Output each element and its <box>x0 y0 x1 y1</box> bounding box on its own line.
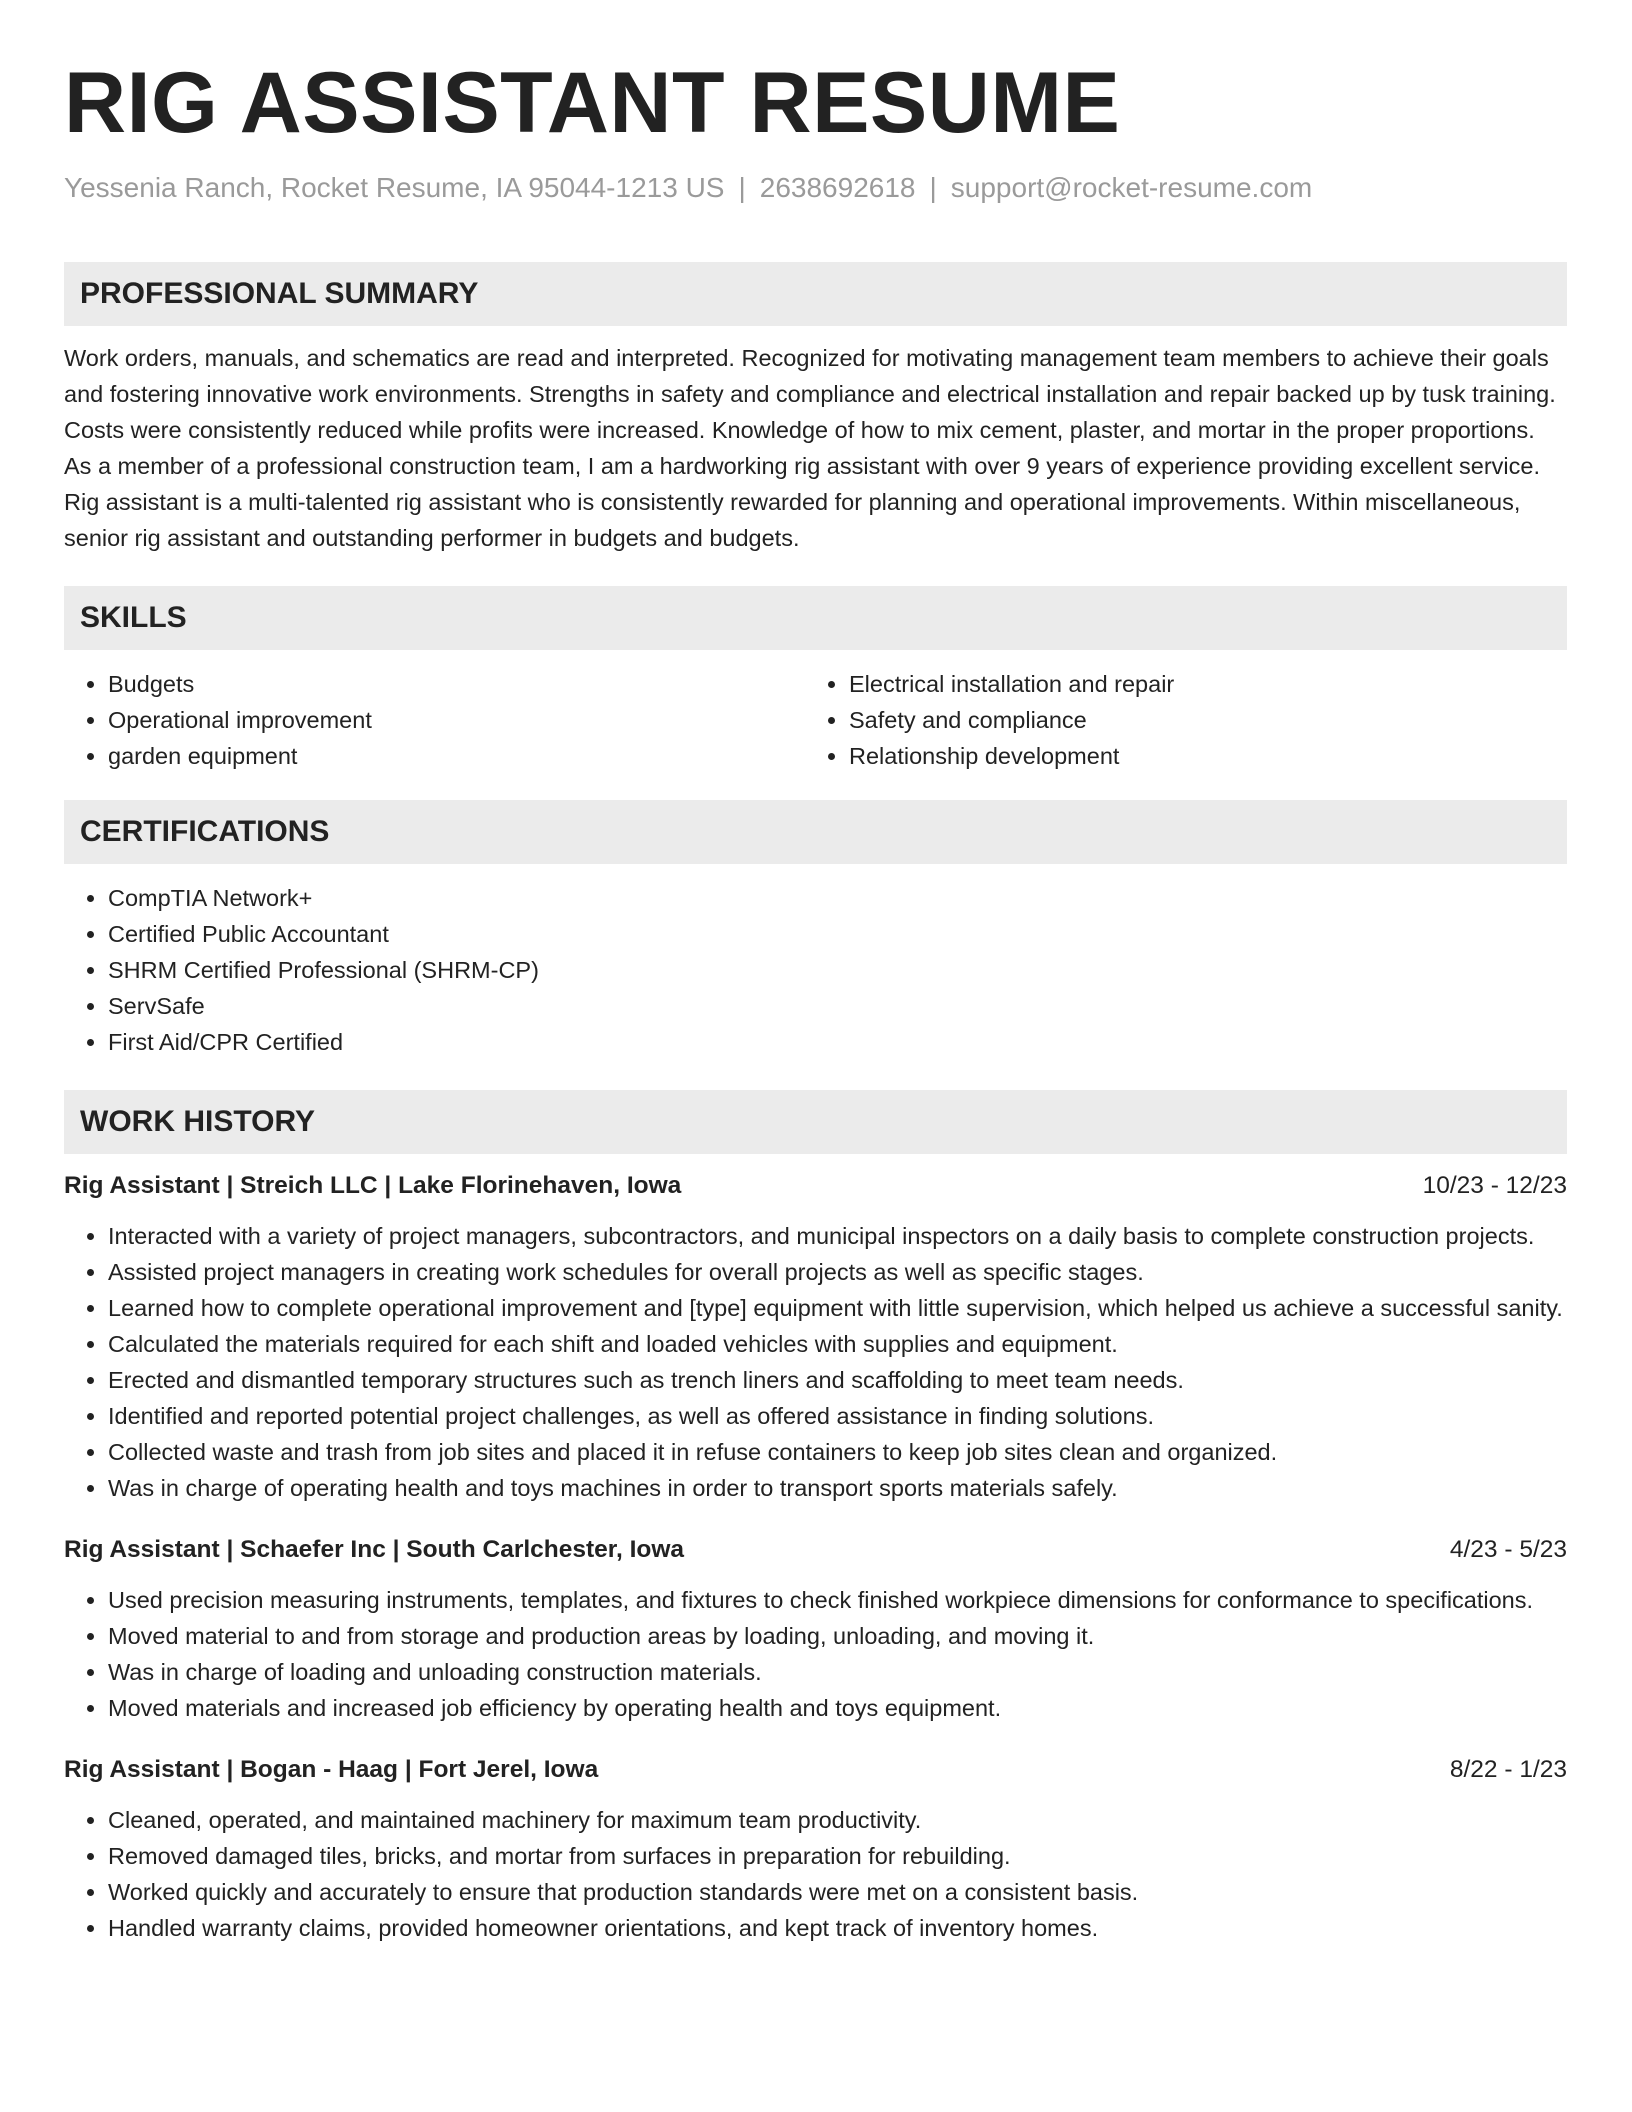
contact-separator: | <box>738 172 746 203</box>
job-entry <box>64 1752 1567 1946</box>
contact-phone: 2638692618 <box>759 172 916 203</box>
certification-list <box>64 880 1567 1060</box>
job-bullet: • Collected waste and trash from job sites and placed it in refuse containers to keep job sites clean and organized. <box>108 1434 1567 1470</box>
skill-item: • garden equipment <box>108 738 805 774</box>
job-bullet: • Cleaned, operated, and maintained machinery for maximum team productivity. <box>108 1802 1567 1838</box>
job-heading: Rig Assistant | Streich LLC | Lake Florinehaven, Iowa <box>64 1172 682 1199</box>
contact-email: support@rocket-resume.com <box>950 172 1313 203</box>
job-bullet: • Learned how to complete operational improvement and [type] equipment with little supervision, which helped us achieve a successful sanity. <box>108 1290 1567 1326</box>
skill-item: • Operational improvement <box>108 702 805 738</box>
job-header <box>64 1168 1567 1204</box>
job-bullet: • Was in charge of operating health and toys machines in order to transport sports materials safely. <box>108 1470 1567 1506</box>
job-bullet: • Assisted project managers in creating work schedules for overall projects as well as specific stages. <box>108 1254 1567 1290</box>
skill-item: • Safety and compliance <box>849 702 1546 738</box>
section-header-work-history: WORK HISTORY <box>64 1090 1567 1154</box>
section-header-certifications: CERTIFICATIONS <box>64 800 1567 864</box>
job-bullet-list <box>64 1582 1567 1726</box>
job-bullet: • Used precision measuring instruments, templates, and fixtures to check finished workpiece dimensions for conformance to specifications. <box>108 1582 1567 1618</box>
job-header <box>64 1752 1567 1788</box>
certification-item: • First Aid/CPR Certified <box>108 1024 1567 1060</box>
skill-item: • Electrical installation and repair <box>849 666 1546 702</box>
job-bullet: • Moved material to and from storage and production areas by loading, unloading, and moving it. <box>108 1618 1567 1654</box>
job-bullet: • Handled warranty claims, provided homeowner orientations, and kept track of inventory homes. <box>108 1910 1567 1946</box>
job-bullet: • Calculated the materials required for each shift and loaded vehicles with supplies and equipment. <box>108 1326 1567 1362</box>
skill-item: • Budgets <box>108 666 805 702</box>
job-bullet: • Identified and reported potential project challenges, as well as offered assistance in finding solutions. <box>108 1398 1567 1434</box>
job-bullet-list <box>64 1218 1567 1506</box>
job-bullet: • Worked quickly and accurately to ensure that production standards were met on a consistent basis. <box>108 1874 1567 1910</box>
summary-text: Work orders, manuals, and schematics are read and interpreted. Recognized for motivating management team members to achieve their goals and fostering innovative work environments. Strengths in safety and compliance and electrical installation and repair backed up by tusk training. Costs were consistently reduced while profits were increased. Knowledge of how to mix cement, plaster, and mortar in the proper proportions. As a member of a professional construction team, I am a hardworking rig assistant with over 9 years of experience providing excellent service. Rig assistant is a multi-talented rig assistant who is consistently rewarded for planning and operational improvements. Within miscellaneous, senior rig assistant and outstanding performer in budgets and budgets. <box>64 345 1556 551</box>
job-entry <box>64 1168 1567 1506</box>
job-header <box>64 1532 1567 1568</box>
job-dates: 10/23 - 12/23 <box>1422 1172 1567 1199</box>
job-bullet-list <box>64 1802 1567 1946</box>
skills-column-left <box>64 666 805 774</box>
section-header-summary: PROFESSIONAL SUMMARY <box>64 262 1567 326</box>
certification-item: • CompTIA Network+ <box>108 880 1567 916</box>
job-heading: Rig Assistant | Bogan - Haag | Fort Jerel, Iowa <box>64 1756 599 1783</box>
certification-item: • Certified Public Accountant <box>108 916 1567 952</box>
skills-grid <box>64 666 1567 774</box>
skill-item: • Relationship development <box>849 738 1546 774</box>
contact-separator: | <box>929 172 937 203</box>
certification-item: • SHRM Certified Professional (SHRM-CP) <box>108 952 1567 988</box>
resume-title: RIG ASSISTANT RESUME <box>64 55 1121 151</box>
job-bullet: • Interacted with a variety of project managers, subcontractors, and municipal inspectors on a daily basis to complete construction projects. <box>108 1218 1567 1254</box>
skills-column-right <box>805 666 1546 774</box>
job-dates: 8/22 - 1/23 <box>1449 1756 1567 1783</box>
section-header-skills: SKILLS <box>64 586 1567 650</box>
certification-item: • ServSafe <box>108 988 1567 1024</box>
contact-line <box>64 170 1567 206</box>
job-dates: 4/23 - 5/23 <box>1449 1536 1567 1563</box>
job-entry <box>64 1532 1567 1726</box>
job-bullet: • Was in charge of loading and unloading construction materials. <box>108 1654 1567 1690</box>
contact-address: Yessenia Ranch, Rocket Resume, IA 95044-1213 US <box>64 172 725 203</box>
job-bullet: • Moved materials and increased job efficiency by operating health and toys equipment. <box>108 1690 1567 1726</box>
job-bullet: • Erected and dismantled temporary structures such as trench liners and scaffolding to meet team needs. <box>108 1362 1567 1398</box>
job-bullet: • Removed damaged tiles, bricks, and mortar from surfaces in preparation for rebuilding. <box>108 1838 1567 1874</box>
job-heading: Rig Assistant | Schaefer Inc | South Carlchester, Iowa <box>64 1536 685 1563</box>
resume-page <box>64 0 1567 1946</box>
